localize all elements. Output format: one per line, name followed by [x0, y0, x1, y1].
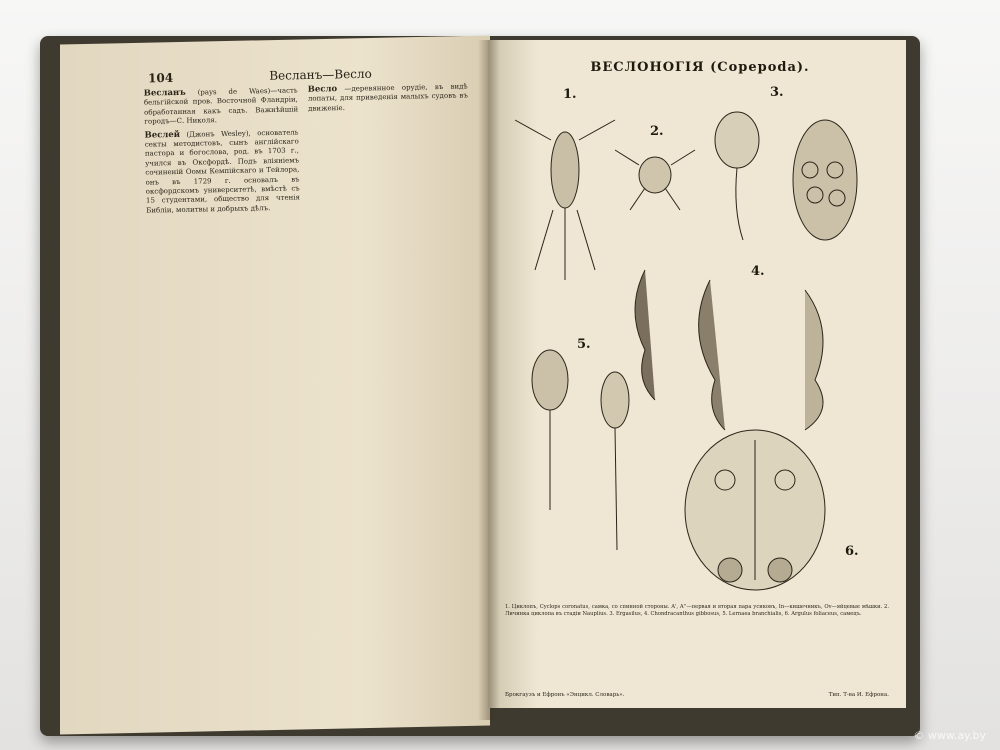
plate-title: ВЕСЛОНОГІЯ (Copepoda). — [590, 60, 810, 75]
figure-ergasilus — [715, 112, 857, 240]
right-column-text — [308, 82, 481, 695]
left-column-text — [144, 86, 311, 699]
figure-number: 6. — [845, 544, 859, 559]
figure-number: 3. — [770, 85, 784, 100]
figure-chondracanthus — [635, 270, 823, 430]
running-head-title: Весланъ—Весло — [269, 66, 372, 83]
figure-number: 5. — [577, 337, 591, 352]
book-gutter — [478, 40, 500, 720]
entry-text: (Джонъ Wesley), основатель секты методистовъ, сынъ англійскаго пастора и богослова, род. въ 1703 г., учился въ Оксфордѣ. Подъ вліяніемъ сочиненій Оомы Кемпійскаго и Тейлора, онъ въ 1729 г. основалъ въ оксфордскомъ университетѣ, вмѣстѣ съ 15 студентами, общество для чтенія Библіи, молитвы и добрыхъ дѣлъ. — [144, 128, 301, 215]
plate-credit — [505, 692, 889, 698]
figure-cyclops — [515, 120, 615, 280]
figure-nauplius — [615, 150, 695, 210]
figure-argulus — [685, 430, 825, 590]
credit-printer: Тип. Т-ва И. Ефрона. — [828, 692, 889, 698]
entry-text: —деревянное орудіе, въ видѣ лопаты, для приведенія малыхъ судовъ въ движеніе. — [307, 82, 468, 113]
figure-number: 4. — [751, 264, 765, 279]
figure-number: 1. — [563, 87, 577, 102]
figure-lernaea — [532, 350, 629, 550]
entry-text: (pays de Waes)—часть бельгійской пров. Восточной Фландріи, обработанная какъ садъ. Важнѣйшій городъ—С. Николя. — [143, 86, 299, 126]
watermark: © www.ay.by — [913, 729, 986, 742]
plate-caption: 1. Циклопъ, Cyclops coronatus, самка, со спинной стороны. A', A''—первая и вторая пара усиковъ, In—кишечникъ, Ov—яйцевые мѣшки. 2. Личинка циклопа въ стадіи Nauplius. 3. Ergasilus, 4. Chondracanthus gibbosus, 5. Lernaea branchialis, 6. Argulus foliaceus, самецъ. — [505, 604, 889, 617]
figure-number: 2. — [650, 124, 664, 139]
copepoda-plate — [505, 80, 885, 600]
page-number: 104 — [147, 70, 174, 86]
entry-headword: Веслей — [144, 129, 181, 141]
credit-publisher: Брокгаузъ и Ефронъ «Энцикл. Словарь». — [505, 692, 625, 698]
entry-headword: Весланъ — [143, 87, 186, 99]
entry-headword: Весло — [307, 84, 338, 95]
